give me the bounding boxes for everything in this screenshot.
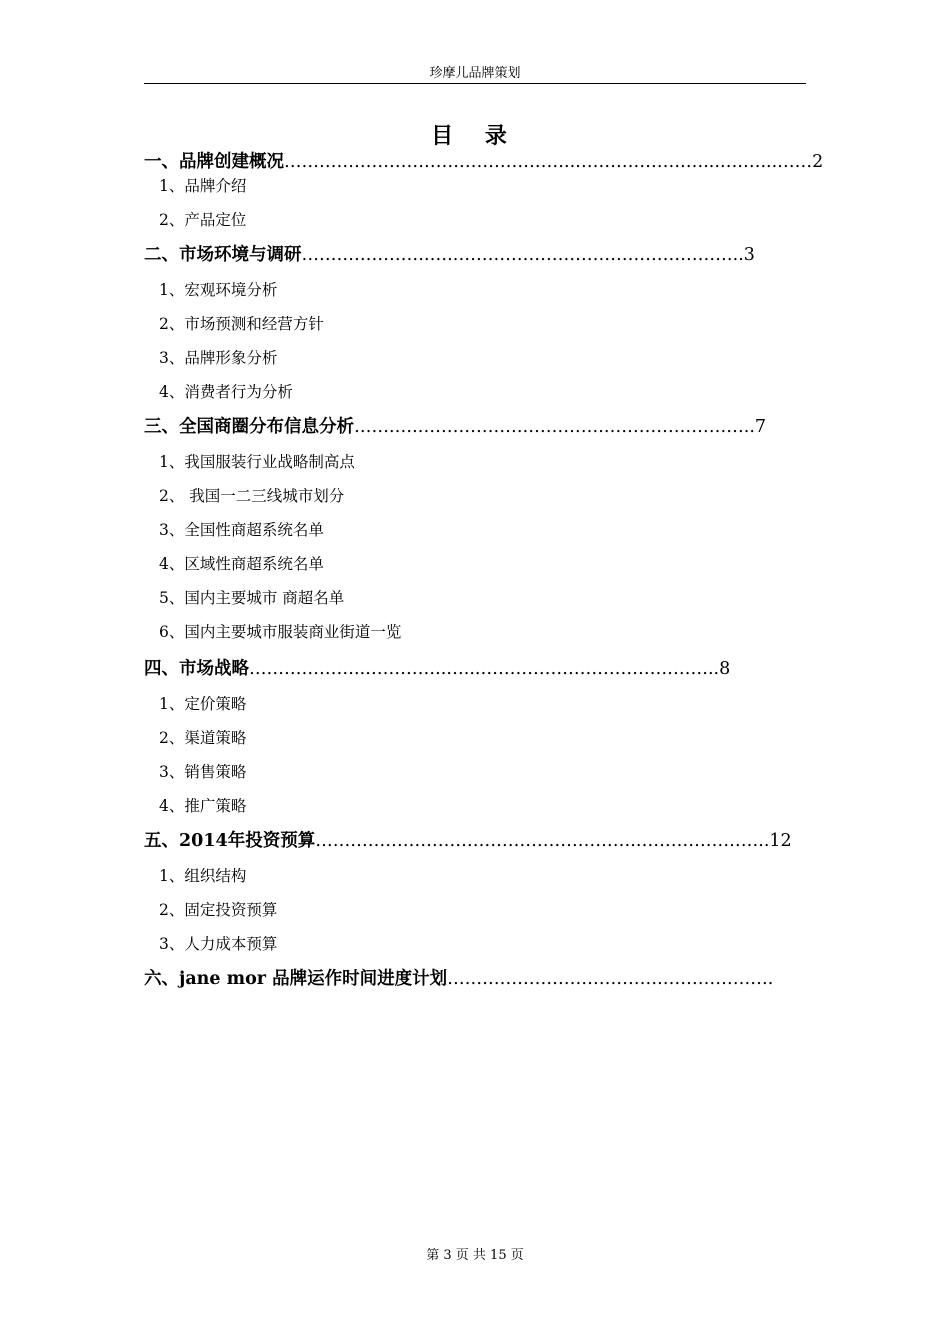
toc-section-label: 二、市场环境与调研	[144, 245, 302, 265]
toc-item[interactable]: 1、品牌介绍	[159, 177, 247, 195]
toc-item[interactable]: 4、推广策略	[159, 797, 247, 815]
toc-item[interactable]: 3、销售策略	[159, 763, 247, 781]
toc-section-leader: …….….……………….………….……………………..7	[354, 417, 767, 437]
toc-item[interactable]: 4、消费者行为分析	[159, 383, 293, 401]
toc-item[interactable]: 3、品牌形象分析	[159, 349, 278, 367]
toc-section-4[interactable]	[144, 658, 730, 680]
toc-section-label: 一、品牌创建概况	[144, 152, 284, 172]
toc-item[interactable]: 5、国内主要城市 商超名单	[159, 589, 345, 607]
toc-section-5[interactable]	[144, 830, 792, 852]
toc-section-6[interactable]	[144, 968, 773, 990]
toc-section-leader: …………………………………………..……………….…...….…...……2	[284, 152, 824, 172]
toc-item[interactable]: 2、固定投资预算	[159, 901, 278, 919]
toc-item[interactable]: 2、 我国一二三线城市划分	[159, 487, 345, 505]
toc-item[interactable]: 1、我国服装行业战略制高点	[159, 453, 355, 471]
toc-item[interactable]: 2、渠道策略	[159, 729, 247, 747]
toc-item[interactable]: 3、人力成本预算	[159, 935, 278, 953]
toc-section-leader: ………………..…………..…...…………………………………..8	[249, 659, 731, 679]
page-header-title: 珍摩儿品牌策划	[429, 66, 521, 81]
toc-section-leader: ……………………………….……………….	[447, 969, 774, 989]
toc-title: 目 录	[431, 123, 519, 149]
toc-item[interactable]: 6、国内主要城市服装商业街道一览	[159, 623, 402, 641]
page-footer-number: 第 3 页 共 15 页	[426, 1248, 524, 1263]
toc-item[interactable]: 3、全国性商超系统名单	[159, 521, 324, 539]
toc-section-3[interactable]	[144, 416, 766, 438]
toc-section-label: 三、全国商圈分布信息分析	[144, 417, 354, 437]
toc-item[interactable]: 1、组织结构	[159, 867, 247, 885]
toc-item[interactable]: 2、市场预测和经营方针	[159, 315, 324, 333]
toc-section-leader: ……………………………………………….…………………..12	[315, 831, 792, 851]
toc-section-label: 五、2014年投资预算	[144, 831, 316, 851]
toc-item[interactable]: 1、宏观环境分析	[159, 281, 278, 299]
toc-item[interactable]: 2、产品定位	[159, 211, 247, 229]
toc-section-leader: ………………….….…………………………………………..3	[301, 245, 755, 265]
toc-section-label: 六、jane mor 品牌运作时间进度计划	[144, 969, 448, 989]
toc-item[interactable]: 4、区域性商超系统名单	[159, 555, 324, 573]
toc-item[interactable]: 1、定价策略	[159, 695, 247, 713]
toc-section-label: 四、市场战略	[144, 659, 249, 679]
toc-section-2[interactable]	[144, 244, 755, 266]
toc-section-1[interactable]	[144, 151, 823, 173]
